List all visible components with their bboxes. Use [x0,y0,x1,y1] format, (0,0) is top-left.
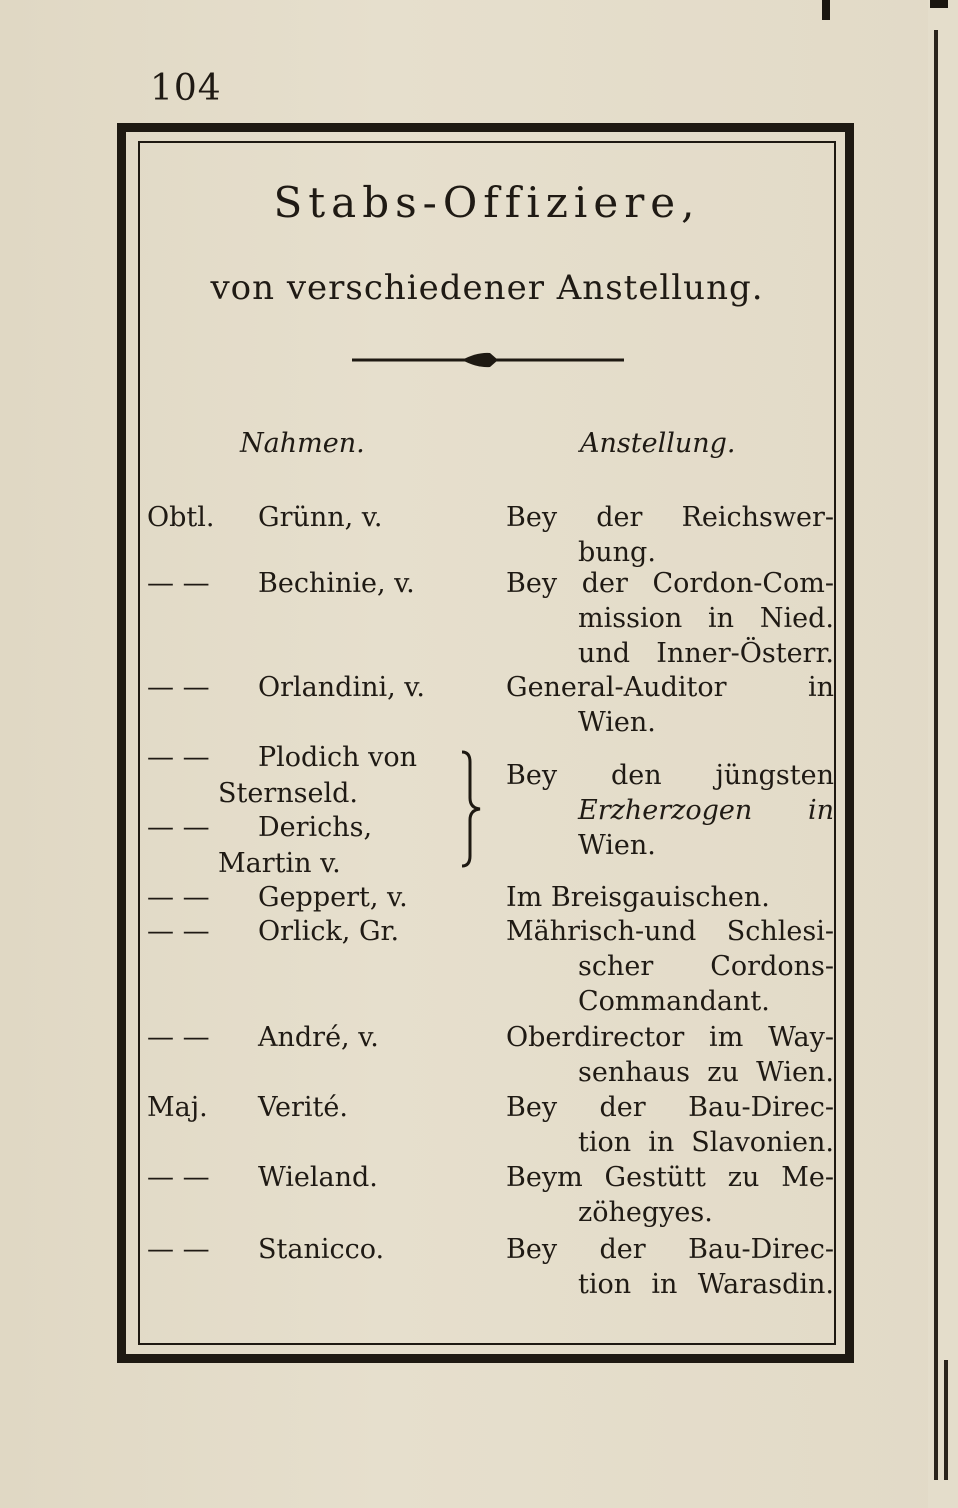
row-assignment [506,1020,834,1090]
assignment-line: Wien. [578,830,656,861]
row-name: Grünn, v. [258,502,383,533]
assignment-line: Bey der Bau-Direc- [506,1092,834,1123]
assignment-line: und Inner-Österr. [578,638,834,669]
row-name: André, v. [258,1022,379,1053]
binding-mark [822,0,830,20]
row-rank: — — [147,568,210,599]
page-subtitle: von verschiedener Anstellung. [210,268,764,308]
assignment-line: Oberdirector im Way- [506,1022,834,1053]
assignment-line: General-Auditor in [506,672,834,703]
assignment-line: tion in Warasdin. [578,1269,834,1300]
assignment-line: Bey der Bau-Direc- [506,1234,834,1265]
row-rank: — — [147,672,210,703]
row-name: Verité. [258,1092,348,1123]
assignment-line: senhaus zu Wien. [578,1057,834,1088]
binding-mark [930,0,948,8]
row-name: Derichs, [258,812,373,843]
row-assignment [506,670,834,740]
row-assignment [506,758,834,863]
row-name: Plodich von [258,742,417,773]
row-assignment [506,914,834,1019]
row-rank: Maj. [147,1092,208,1123]
row-name: Orlick, Gr. [258,916,400,947]
row-rank: — — [147,1162,210,1193]
next-page-edge [928,0,958,1508]
assignment-line: Commandant. [578,986,770,1017]
assignment-line: bung. [578,537,656,568]
assignment-line: tion in Slavonien. [578,1127,834,1158]
row-assignment [506,880,834,915]
row-name: Orlandini, v. [258,672,425,703]
assignment-line: mission in Nied. [578,603,834,634]
grouping-brace-icon [456,750,486,868]
assignment-line: Im Breisgauischen. [506,882,770,913]
assignment-line: Beym Gestütt zu Me- [506,1162,834,1193]
next-page-bracket [944,1360,954,1480]
next-page-rule [934,30,938,1480]
row-rank: — — [147,1234,210,1265]
assignment-line: scher Cordons- [578,951,834,982]
row-name: Wieland. [258,1162,378,1193]
divider-ornament [352,348,624,372]
row-rank: — — [147,1022,210,1053]
assignment-line: Bey der Cordon-Com- [506,568,834,599]
column-header-names: Nahmen. [240,428,365,459]
assignment-line: Bey den jüngsten [506,760,834,791]
row-assignment [506,1160,834,1230]
assignment-line: Wien. [578,707,656,738]
assignment-line: Mährisch-und Schlesi- [506,916,834,947]
assignment-line: Erzherzogen in [578,795,834,826]
row-rank: Obtl. [147,502,215,533]
row-rank: — — [147,916,210,947]
row-name: Stanicco. [258,1234,385,1265]
row-assignment [506,566,834,671]
assignment-line: Bey der Reichswer- [506,502,834,533]
page-number: 104 [150,68,222,109]
row-assignment [506,1090,834,1160]
page-title: Stabs-Offiziere, [273,178,701,227]
row-rank: — — [147,742,210,773]
row-assignment [506,1232,834,1302]
row-name: Geppert, v. [258,882,408,913]
row-name-continued: Martin v. [218,848,341,879]
assignment-line: zöhegyes. [578,1197,713,1228]
row-rank: — — [147,882,210,913]
row-name-continued: Sternseld. [218,778,358,809]
row-rank: — — [147,812,210,843]
row-assignment [506,500,834,570]
row-name: Bechinie, v. [258,568,415,599]
column-header-assignment: Anstellung. [580,428,736,459]
